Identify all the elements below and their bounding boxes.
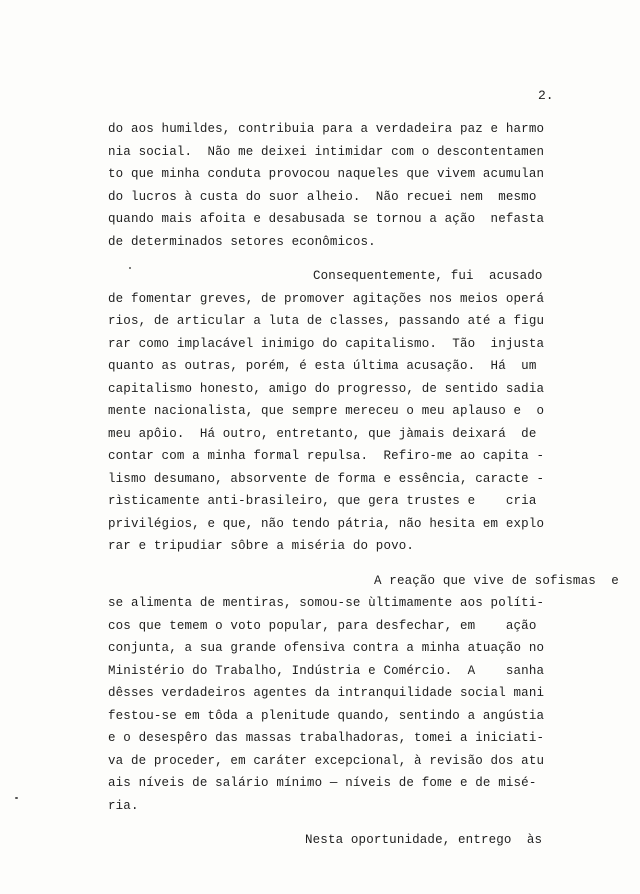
text-line: to que minha conduta provocou naqueles que vivem acumulan [108, 167, 545, 181]
text-line: capitalismo honesto, amigo do progresso, de sentido sadia [108, 381, 545, 396]
text-line: se alimenta de mentiras, somou-se ùltimamente aos políti- [108, 596, 545, 610]
text-line: cos que temem o voto popular, para desfechar, em ação [108, 618, 537, 633]
text-line: rios, de articular a luta de classes, passando até a figu [108, 314, 545, 328]
text-line: conjunta, a sua grande ofensiva contra a minha atuação no [108, 641, 545, 655]
text-line: rìsticamente anti-brasileiro, que gera trustes e cria [108, 494, 537, 508]
text-line: ais níveis de salário mínimo — níveis de fome e de misé- [108, 776, 537, 790]
paragraph-gap [108, 817, 568, 829]
text-line: quanto as outras, porém, é esta última acusação. Há um [108, 359, 537, 373]
page-number: 2. [538, 88, 554, 103]
text-line: A reação que vive de sofismas e [374, 573, 619, 588]
document-body [108, 118, 619, 852]
text-line: Ministério do Trabalho, Indústria e Comércio. A sanha [108, 663, 545, 678]
text-line: meu apôio. Há outro, entretanto, que jàmais deixará de [108, 426, 537, 441]
text-line: lismo desumano, absorvente de forma e essência, caracte - [108, 471, 545, 486]
text-line: e o desespêro das massas trabalhadoras, tomei a iniciati- [108, 731, 545, 745]
text-line: do lucros à custa do suor alheio. Não recuei nem mesmo [108, 189, 537, 204]
text-line: nia social. Não me deixei intimidar com o descontentamen [108, 144, 545, 159]
paragraph-gap [108, 558, 568, 570]
text-line: mente nacionalista, que sempre mereceu o meu aplauso e o [108, 404, 545, 418]
text-line: Consequentemente, fui acusado [313, 269, 543, 283]
text-line: ria. [108, 798, 139, 813]
stray-mark [15, 797, 18, 799]
text-line: rar e tripudiar sôbre a miséria do povo. [108, 539, 415, 553]
text-line: privilégios, e que, não tendo pátria, não hesita em explo [108, 516, 545, 531]
text-line: Nesta oportunidade, entrego às [305, 833, 543, 847]
text-line: contar com a minha formal repulsa. Refiro-me ao capita - [108, 449, 545, 463]
text-line: festou-se em tôda a plenitude quando, sentindo a angústia [108, 708, 545, 723]
text-line: quando mais afoita e desabusada se tornou a ação nefasta [108, 212, 545, 226]
text-line: dêsses verdadeiros agentes da intranquilidade social mani [108, 686, 545, 700]
paragraph-gap [108, 253, 568, 265]
text-line: rar como implacável inimigo do capitalismo. Tão injusta [108, 336, 545, 351]
text-line: de determinados setores econômicos. [108, 234, 376, 249]
text-line: de fomentar greves, de promover agitações nos meios operá [108, 291, 545, 306]
text-line: va de proceder, em caráter excepcional, à revisão dos atu [108, 753, 545, 768]
text-line: do aos humildes, contribuia para a verdadeira paz e harmo [108, 122, 545, 136]
